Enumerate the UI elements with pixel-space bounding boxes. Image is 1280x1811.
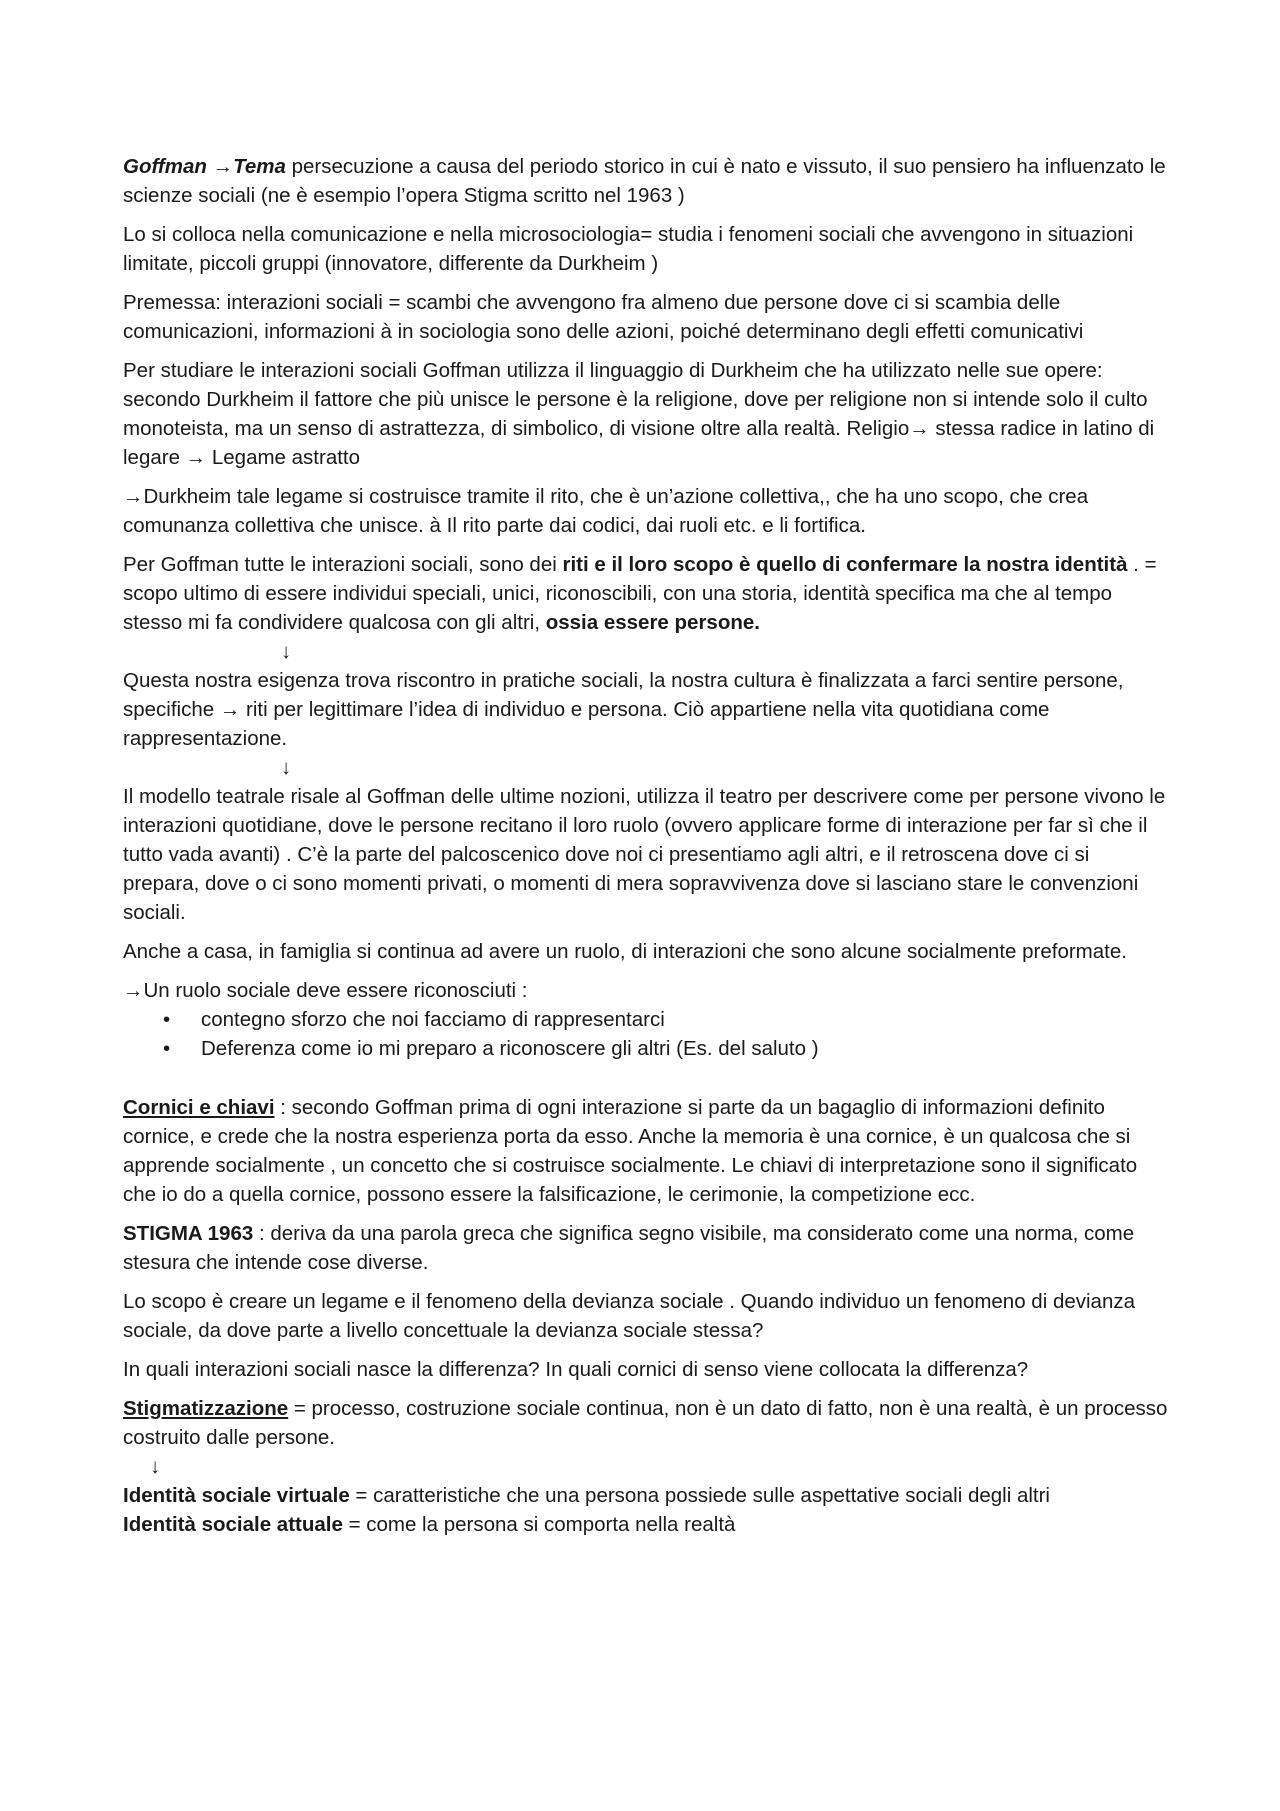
- list-item: • Deferenza come io mi preparo a riconoscere gli altri (Es. del saluto ): [123, 1034, 1170, 1063]
- bullet-icon: •: [163, 1008, 171, 1031]
- paragraph-durkheim-religione: Per studiare le interazioni sociali Goffman utilizza il linguaggio di Durkheim che ha utilizzato nelle sue opere: secondo Durkheim il fattore che più unisce le persone è la religione, dove per religione non si intende solo il culto monoteista, ma un senso di astrattezza, di simbolico, di visione oltre alla realtà. Religio→ stessa radice in latino di legare → Legame astratto: [123, 359, 1155, 469]
- tema-term: Tema: [233, 155, 286, 178]
- paragraph-stigma: STIGMA 1963 : deriva da una parola greca che significa segno visibile, ma considerato come una norma, come stesura che intende cose diverse.: [123, 1222, 1135, 1274]
- arrow-down-3: ↓: [150, 1455, 161, 1478]
- spacer: [123, 1063, 1170, 1093]
- paragraph-stigmatizzazione: Stigmatizzazione = processo, costruzione sociale continua, non è un dato di fatto, non è una realtà, è un processo costruito dalle persone.: [123, 1397, 1168, 1449]
- essere-persone-bold: ossia essere persone.: [545, 611, 760, 634]
- paragraph-riti-identita: Per Goffman tutte le interazioni sociali, sono dei riti e il loro scopo è quello di confermare la nostra identità . = scopo ultimo di essere individui speciali, unici, riconoscibili, con una storia, identità specifica ma che al tempo stesso mi fa condividere qualcosa con gli altri, ossia essere persone.: [123, 553, 1157, 634]
- paragraph-esigenza: Questa nostra esigenza trova riscontro in pratiche sociali, la nostra cultura è finalizzata a farci sentire persone, specifiche → riti per legittimare l’idea di individuo e persona. Ciò appartiene nella vita quotidiana come rappresentazione.: [123, 669, 1124, 750]
- paragraph-identita-virtuale: Identità sociale virtuale = caratteristiche che una persona possiede sulle aspettative sociali degli altri: [123, 1484, 1050, 1507]
- riti-identita-bold: riti e il loro scopo è quello di confermare la nostra identità: [562, 553, 1128, 576]
- arrow-down-1: ↓: [281, 640, 292, 663]
- list-item: • contegno sforzo che noi facciamo di rappresentarci: [123, 1005, 1170, 1034]
- paragraph-cornici-chiavi: Cornici e chiavi : secondo Goffman prima di ogni interazione si parte da un bagaglio di informazioni definito cornice, e crede che la nostra esperienza porta da esso. Anche la memoria è una cornice, è un qualcosa che si apprende socialmente , un concetto che si costruisce socialmente. Le chiavi di interpretazione sono il significato che io do a quella cornice, possono essere la falsificazione, le cerimonie, la competizione ecc.: [123, 1096, 1138, 1206]
- paragraph-premessa: Premessa: interazioni sociali = scambi che avvengono fra almeno due persone dove ci si scambia delle comunicazioni, informazioni à in sociologia sono delle azioni, poiché determinano degli effetti comunicativi: [123, 291, 1084, 343]
- arrow-right: →: [206, 155, 234, 178]
- cornici-chiavi-term: Cornici e chiavi: [123, 1096, 275, 1119]
- bullet-icon: •: [163, 1037, 171, 1060]
- paragraph-differenza: In quali interazioni sociali nasce la differenza? In quali cornici di senso viene collocata la differenza?: [123, 1358, 1029, 1381]
- intro-text: persecuzione a causa del periodo storico in cui è nato e vissuto, il suo pensiero ha influenzato le scienze sociali (ne è esempio l’opera Stigma scritto nel 1963 ): [123, 155, 1166, 207]
- stigmatizzazione-term: Stigmatizzazione: [123, 1397, 289, 1420]
- paragraph-microsociologia: Lo si colloca nella comunicazione e nella microsociologia= studia i fenomeni sociali che avvengono in situazioni limitate, piccoli gruppi (innovatore, differente da Durkheim ): [123, 223, 1134, 275]
- paragraph-devianza: Lo scopo è creare un legame e il fenomeno della devianza sociale . Quando individuo un fenomeno di devianza sociale, da dove parte a livello concettuale la devianza sociale stessa?: [123, 1290, 1136, 1342]
- bullet-list: [123, 1005, 1170, 1063]
- paragraph-goffman-intro: [123, 152, 1170, 210]
- paragraph-rito: →Durkheim tale legame si costruisce tramite il rito, che è un’azione collettiva,, che ha uno scopo, che crea comunanza collettiva che unisce. à Il rito parte dai codici, dai ruoli etc. e li fortifica.: [123, 485, 1089, 537]
- paragraph-modello-teatrale: Il modello teatrale risale al Goffman delle ultime nozioni, utilizza il teatro per descrivere come per persone vivono le interazioni quotidiane, dove le persone recitano il loro ruolo (ovvero applicare forme di interazione per far sì che il tutto vada avanti) . C’è la parte del palcoscenico dove noi ci presentiamo agli altri, e il retroscena dove ci si prepara, dove o ci sono momenti privati, o momenti di mera sopravvivenza dove si lasciano stare le convenzioni sociali.: [123, 785, 1166, 924]
- paragraph-famiglia: Anche a casa, in famiglia si continua ad avere un ruolo, di interazioni che sono alcune socialmente preformate.: [123, 940, 1127, 963]
- paragraph-identita-attuale: Identità sociale attuale = come la persona si comporta nella realtà: [123, 1513, 736, 1536]
- goffman-term: Goffman: [123, 155, 207, 178]
- identita-virtuale-term: Identità sociale virtuale: [123, 1484, 350, 1507]
- paragraph-ruolo-sociale: →Un ruolo sociale deve essere riconosciuti :: [123, 979, 528, 1002]
- arrow-down-2: ↓: [281, 756, 292, 779]
- identita-attuale-term: Identità sociale attuale: [123, 1513, 343, 1536]
- stigma-term: STIGMA 1963: [123, 1222, 254, 1245]
